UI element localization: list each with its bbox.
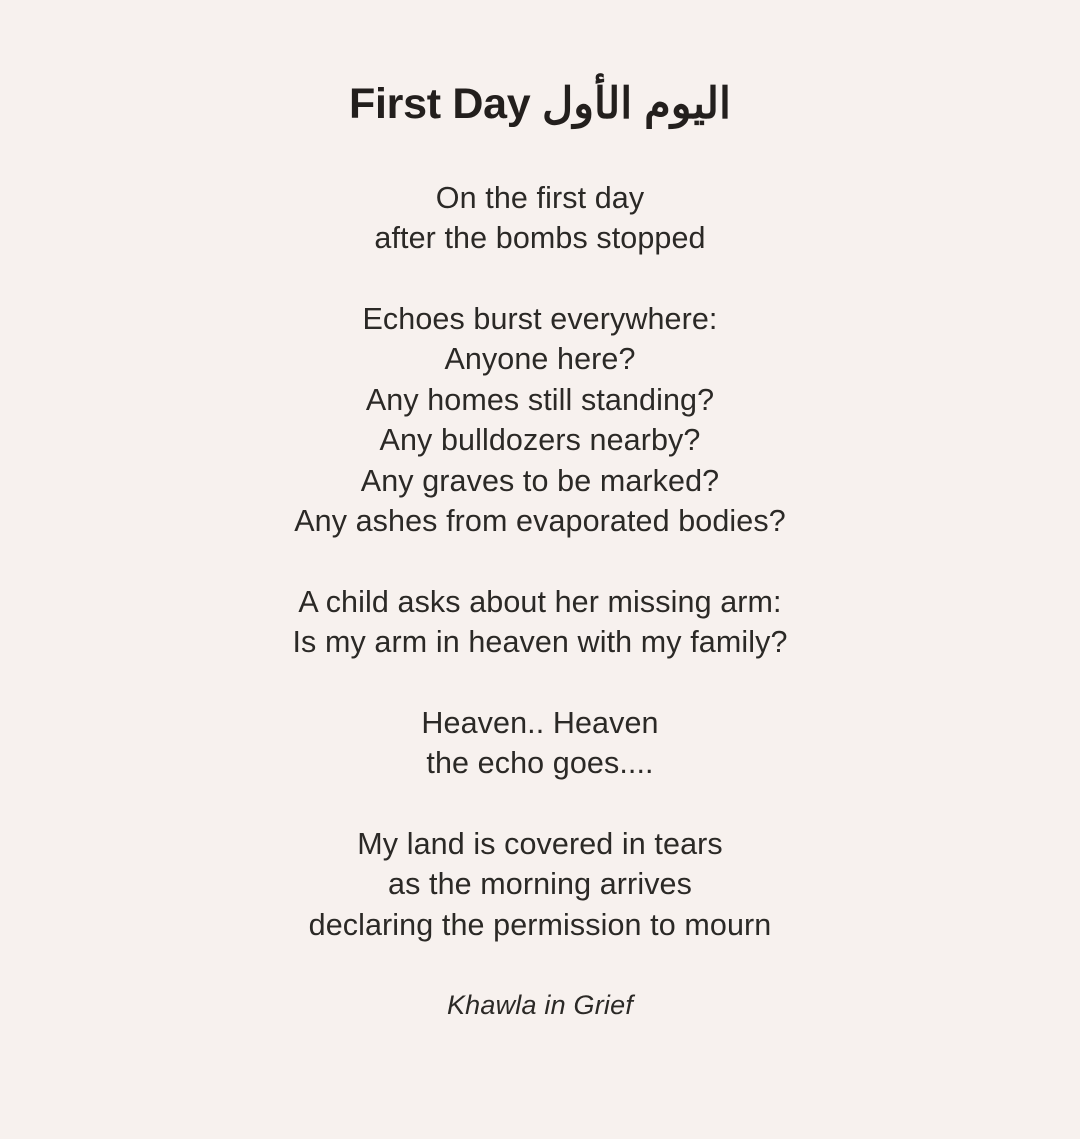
- poem-line: Anyone here?: [444, 342, 636, 377]
- poem-line: My land is covered in tears: [357, 826, 723, 861]
- poem-stanza: [292, 299, 787, 542]
- poem-line: A child asks about her missing arm:: [298, 584, 782, 619]
- poem-line: Echoes burst everywhere:: [362, 301, 718, 336]
- poem-stanza: [292, 703, 787, 784]
- poem-line: Is my arm in heaven with my family?: [292, 625, 788, 660]
- poem-stanza: [292, 824, 787, 946]
- poem-line: as the morning arrives: [388, 867, 692, 902]
- poem-line: the echo goes....: [426, 746, 654, 781]
- poem-line: Any graves to be marked?: [360, 463, 720, 498]
- poem-line: On the first day: [435, 180, 645, 215]
- poem-stanza: [292, 582, 787, 663]
- poem-line: Any bulldozers nearby?: [379, 423, 701, 458]
- poem-line: Heaven.. Heaven: [421, 705, 659, 740]
- poem-line: declaring the permission to mourn: [308, 907, 772, 942]
- poem-body: [292, 178, 787, 1026]
- poem-signature: Khawla in Grief: [446, 990, 634, 1021]
- poem-line: Any homes still standing?: [365, 382, 715, 417]
- poem-line: Any ashes from evaporated bodies?: [294, 504, 786, 539]
- page-title: First Day اليوم الأول: [349, 80, 731, 128]
- poem-stanza: [292, 178, 787, 259]
- poem-line: after the bombs stopped: [374, 221, 706, 256]
